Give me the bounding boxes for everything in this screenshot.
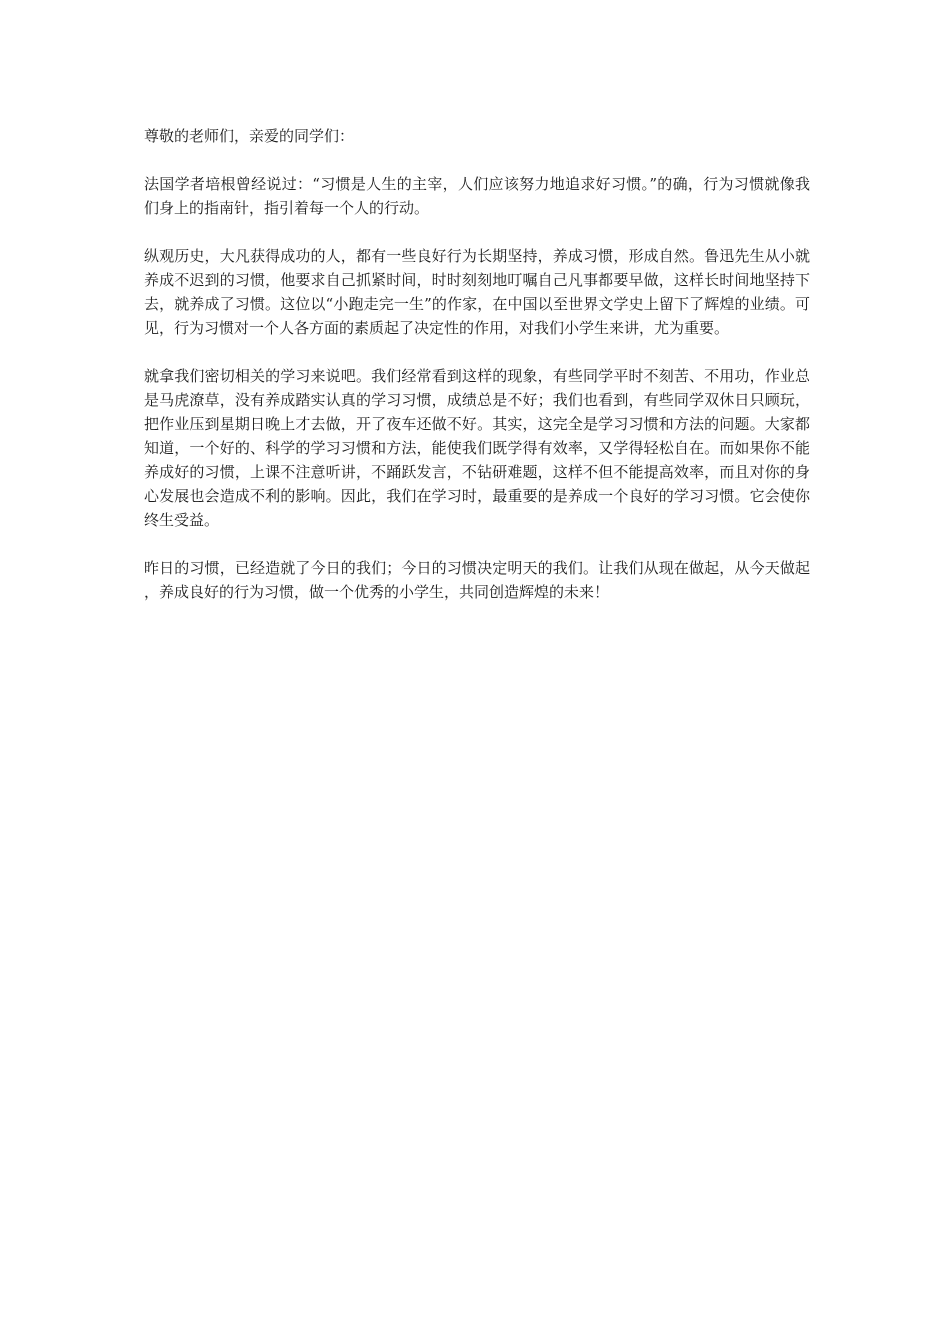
paragraph-bacon-quote: 法国学者培根曾经说过：“习惯是人生的主宰，人们应该努力地追求好习惯。”的确，行为习惯就像我们身上的指南针，指引着每一个人的行动。 [144,175,810,217]
paragraph-study-habits: 就拿我们密切相关的学习来说吧。我们经常看到这样的现象，有些同学平时不刻苦、不用功，作业总是马虎潦草，没有养成踏实认真的学习习惯，成绩总是不好；我们也看到，有些同学双休日只顾玩，把作业压到星期日晚上才去做，开了夜车还做不好。其实，这完全是学习习惯和方法的问题。大家都知道，一个好的、科学的学习习惯和方法，能使我们既学得有效率，又学得轻松自在。而如果你不能养成好的习惯，上课不注意听讲，不踊跃发言，不钻研难题，这样不但不能提高效率，而且对你的身心发展也会造成不利的影响。因此，我们在学习时，最重要的是养成一个良好的学习习惯。它会使你终生受益。 [144,367,810,529]
greeting: 尊敬的老师们，亲爱的同学们： [144,127,355,145]
paragraph-history: 纵观历史，大凡获得成功的人，都有一些良好行为长期坚持，养成习惯，形成自然。鲁迅先生从小就养成不迟到的习惯，他要求自己抓紧时间，时时刻刻地叮嘱自己凡事都要早做，这样长时间地坚持下去，就养成了习惯。这位以“小跑走完一生”的作家，在中国以至世界文学史上留下了辉煌的业绩。可见，行为习惯对一个人各方面的素质起了决定性的作用，对我们小学生来讲，尤为重要。 [144,247,810,337]
speech-body [144,124,810,628]
paragraph-closing: 昨日的习惯，已经造就了今日的我们；今日的习惯决定明天的我们。让我们从现在做起，从今天做起，养成良好的行为习惯，做一个优秀的小学生，共同创造辉煌的未来！ [144,559,810,601]
